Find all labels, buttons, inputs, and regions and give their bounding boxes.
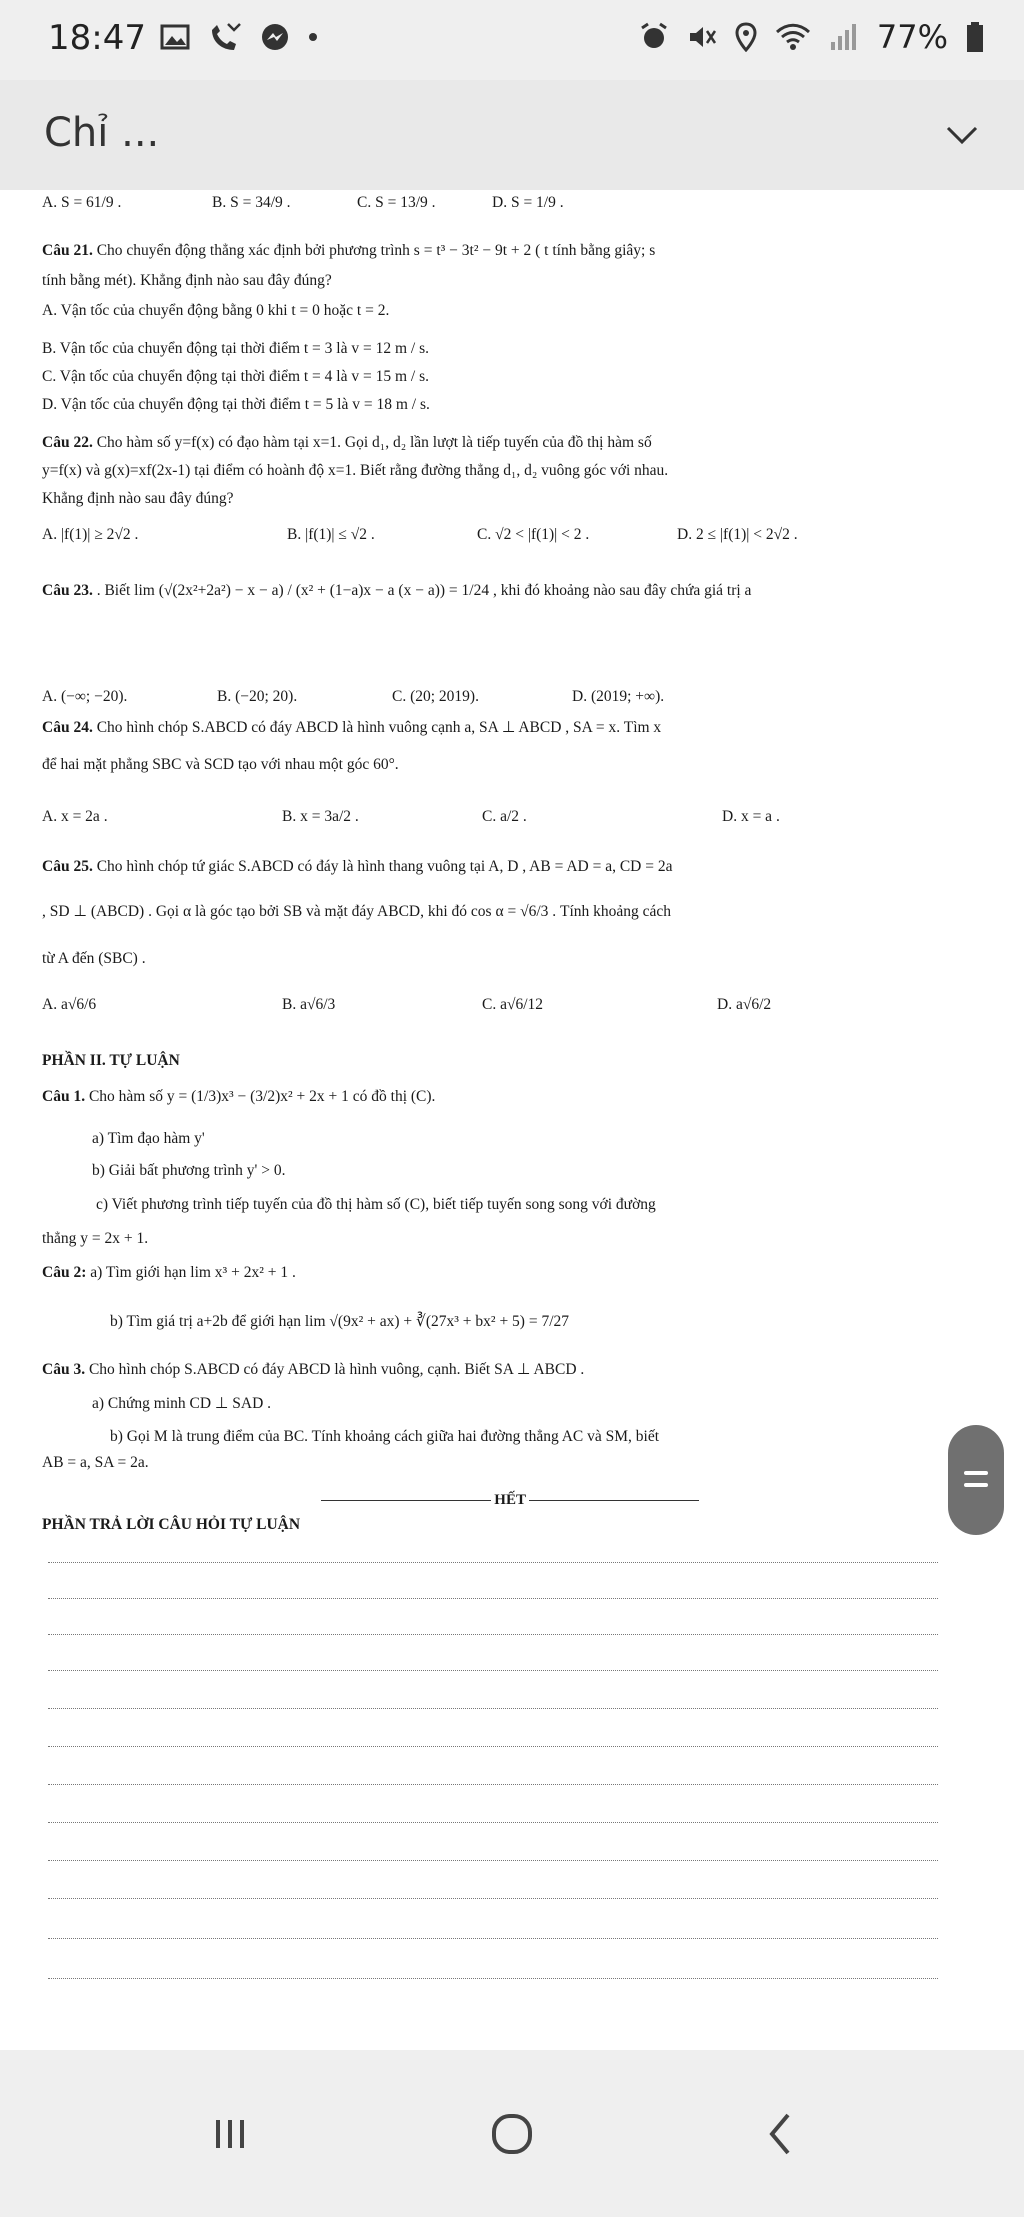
answer-line	[48, 1634, 938, 1635]
essay-q3b-line2: AB = a, SA = 2a.	[42, 1454, 149, 1471]
q22-line3: Khẳng định nào sau đây đúng?	[42, 490, 234, 507]
answer-line	[48, 1562, 938, 1563]
alarm-icon	[639, 22, 669, 52]
option-b: B. S = 34/9 .	[212, 194, 291, 211]
messenger-icon	[260, 22, 290, 52]
q22-label: Câu 22.	[42, 434, 93, 451]
q23-options	[42, 688, 984, 706]
q25-option-c: C. a√6/12	[482, 996, 544, 1013]
essay-q1	[42, 1088, 984, 1106]
q25-line1: Cho hình chóp tứ giác S.ABCD có đáy là hình thang vuông tại A, D , AB = AD = a, CD = 2a	[92, 858, 673, 875]
gallery-icon	[160, 24, 190, 50]
essay-q3a: a) Chứng minh CD ⊥ SAD .	[92, 1395, 272, 1412]
essay-q1-stem: Cho hàm số y = (1/3)x³ − (3/2)x² + 2x + 1 có đồ thị (C).	[85, 1088, 436, 1105]
prev-question-options	[42, 194, 984, 212]
q21-stem-line2: tính bằng mét). Khẳng định nào sau đây đúng?	[42, 272, 332, 289]
q21-option-c: C. Vận tốc của chuyển động tại thời điểm t = 4 là v = 15 m / s.	[42, 368, 430, 385]
recent-apps-icon	[210, 2114, 250, 2154]
missed-call-icon	[208, 22, 242, 52]
home-icon	[487, 2109, 537, 2159]
q25-line2: , SD ⊥ (ABCD) . Gọi α là góc tạo bởi SB và mặt đáy ABCD, khi đó cos α = √6/3 . Tính khoảng cách	[42, 903, 672, 920]
q22-line1: Cho hàm số y=f(x) có đạo hàm tại x=1. Gọi d₁, d₂ lần lượt là tiếp tuyến của đồ thị hàm số	[92, 434, 652, 451]
location-icon	[735, 22, 757, 52]
essay-q2-label: Câu 2:	[42, 1264, 87, 1281]
q21-stem-line1: Cho chuyển động thẳng xác định bởi phương trình s = t³ − 3t² − 9t + 2 ( t tính bằng giây; s	[92, 242, 656, 259]
option-a: A. S = 61/9 .	[42, 194, 122, 211]
essay-q3-stem: Cho hình chóp S.ABCD có đáy ABCD là hình vuông, cạnh. Biết SA ⊥ ABCD .	[85, 1361, 585, 1378]
back-icon	[760, 2109, 800, 2159]
essay-q1b: b) Giải bất phương trình y' > 0.	[92, 1162, 286, 1179]
q24-option-c: C. a/2 .	[482, 808, 527, 825]
answer-line	[48, 1822, 938, 1823]
q24-option-d: D. x = a .	[722, 808, 780, 825]
essay-q1c: c) Viết phương trình tiếp tuyến của đồ thị hàm số (C), biết tiếp tuyến song song với đường	[96, 1196, 656, 1213]
answer-line	[48, 1598, 938, 1599]
essay-q3-label: Câu 3.	[42, 1361, 86, 1378]
battery-icon	[966, 21, 984, 53]
q22-option-d: D. 2 ≤ |f(1)| < 2√2 .	[677, 526, 798, 543]
status-time: 18:47	[48, 18, 146, 58]
q22-stem	[42, 434, 984, 452]
essay-q3b: b) Gọi M là trung điểm của BC. Tính khoảng cách giữa hai đường thẳng AC và SM, biết	[110, 1428, 660, 1445]
option-c: C. S = 13/9 .	[357, 194, 436, 211]
q22-option-c: C. √2 < |f(1)| < 2 .	[477, 526, 590, 543]
answer-line	[48, 1746, 938, 1747]
q21-option-b: B. Vận tốc của chuyển động tại thời điểm t = 3 là v = 12 m / s.	[42, 340, 430, 357]
q24-option-a: A. x = 2a .	[42, 808, 108, 825]
answer-line	[48, 1978, 938, 1979]
scroll-handle[interactable]	[948, 1425, 1004, 1535]
navigation-bar	[0, 2050, 1024, 2217]
part2-title: PHẦN II. TỰ LUẬN	[42, 1052, 180, 1069]
q23-option-c: C. (20; 2019).	[392, 688, 479, 705]
q21-label: Câu 21.	[42, 242, 93, 259]
q21-option-d: D. Vận tốc của chuyển động tại thời điểm t = 5 là v = 18 m / s.	[42, 396, 430, 413]
q21-stem	[42, 242, 984, 260]
q23-option-d: D. (2019; +∞).	[572, 688, 665, 705]
end-label: HẾT	[494, 1492, 526, 1508]
app-bar	[0, 80, 1024, 190]
dot-icon	[308, 32, 318, 42]
q24-line2: để hai mặt phẳng SBC và SCD tạo với nhau một góc 60°.	[42, 756, 399, 773]
q21-option-a: A. Vận tốc của chuyển động bằng 0 khi t = 0 hoặc t = 2.	[42, 302, 390, 319]
answer-line	[48, 1784, 938, 1785]
answer-line	[48, 1898, 938, 1899]
answer-section-title: PHẦN TRẢ LỜI CÂU HỎI TỰ LUẬN	[42, 1516, 301, 1533]
wifi-icon	[775, 22, 811, 52]
q23-label: Câu 23.	[42, 582, 93, 599]
q25-options	[42, 996, 984, 1014]
home-button[interactable]	[412, 2050, 612, 2217]
q25-option-a: A. a√6/6	[42, 996, 97, 1013]
back-button[interactable]	[680, 2050, 880, 2217]
signal-icon	[829, 22, 859, 52]
answer-line	[48, 1938, 938, 1939]
q24-option-b: B. x = 3a/2 .	[282, 808, 359, 825]
essay-q3	[42, 1360, 984, 1379]
q25-line3: từ A đến (SBC) .	[42, 950, 146, 967]
essay-q1c-line2: thẳng y = 2x + 1.	[42, 1230, 149, 1247]
document-page[interactable]	[0, 190, 1024, 2050]
chevron-down-icon[interactable]	[942, 114, 982, 154]
status-bar	[0, 0, 1024, 80]
essay-q1a: a) Tìm đạo hàm y'	[92, 1130, 205, 1147]
q22-options	[42, 526, 984, 544]
q23-option-b: B. (−20; 20).	[217, 688, 298, 705]
q22-option-b: B. |f(1)| ≤ √2 .	[287, 526, 375, 543]
page-title: Chỉ ...	[44, 110, 160, 156]
essay-q2a: a) Tìm giới hạn lim x³ + 2x² + 1 .	[86, 1264, 296, 1281]
essay-q1-label: Câu 1.	[42, 1088, 86, 1105]
recent-apps-button[interactable]	[130, 2050, 330, 2217]
q25-label: Câu 25.	[42, 858, 93, 875]
mute-icon	[687, 22, 717, 52]
q22-option-a: A. |f(1)| ≥ 2√2 .	[42, 526, 139, 543]
option-d: D. S = 1/9 .	[492, 194, 564, 211]
q24-label: Câu 24.	[42, 719, 93, 736]
q24-stem	[42, 718, 984, 737]
end-marker	[245, 1492, 775, 1509]
q23-stem	[42, 582, 984, 600]
q23-option-a: A. (−∞; −20).	[42, 688, 128, 705]
q23-line1: . Biết lim (√(2x²+2a²) − x − a) / (x² + (1−a)x − a (x − a)) = 1/24 , khi đó khoảng nào sau đây chứa giá trị a	[92, 582, 752, 599]
q24-line1: Cho hình chóp S.ABCD có đáy ABCD là hình vuông cạnh a, SA ⊥ ABCD , SA = x. Tìm x	[92, 719, 662, 736]
q25-stem	[42, 858, 984, 876]
battery-percent: 77%	[876, 18, 948, 56]
essay-q2b: b) Tìm giá trị a+2b để giới hạn lim √(9x² + ax) + ∛(27x³ + bx² + 5) = 7/27	[110, 1313, 570, 1330]
q25-option-b: B. a√6/3	[282, 996, 336, 1013]
answer-line	[48, 1670, 938, 1671]
q25-option-d: D. a√6/2	[717, 996, 772, 1013]
q24-options	[42, 808, 984, 826]
q22-line2: y=f(x) và g(x)=xf(2x-1) tại điểm có hoành độ x=1. Biết rằng đường thẳng d₁, d₂ vuông góc với nhau.	[42, 462, 669, 479]
answer-line	[48, 1708, 938, 1709]
essay-q2	[42, 1264, 984, 1282]
answer-line	[48, 1860, 938, 1861]
